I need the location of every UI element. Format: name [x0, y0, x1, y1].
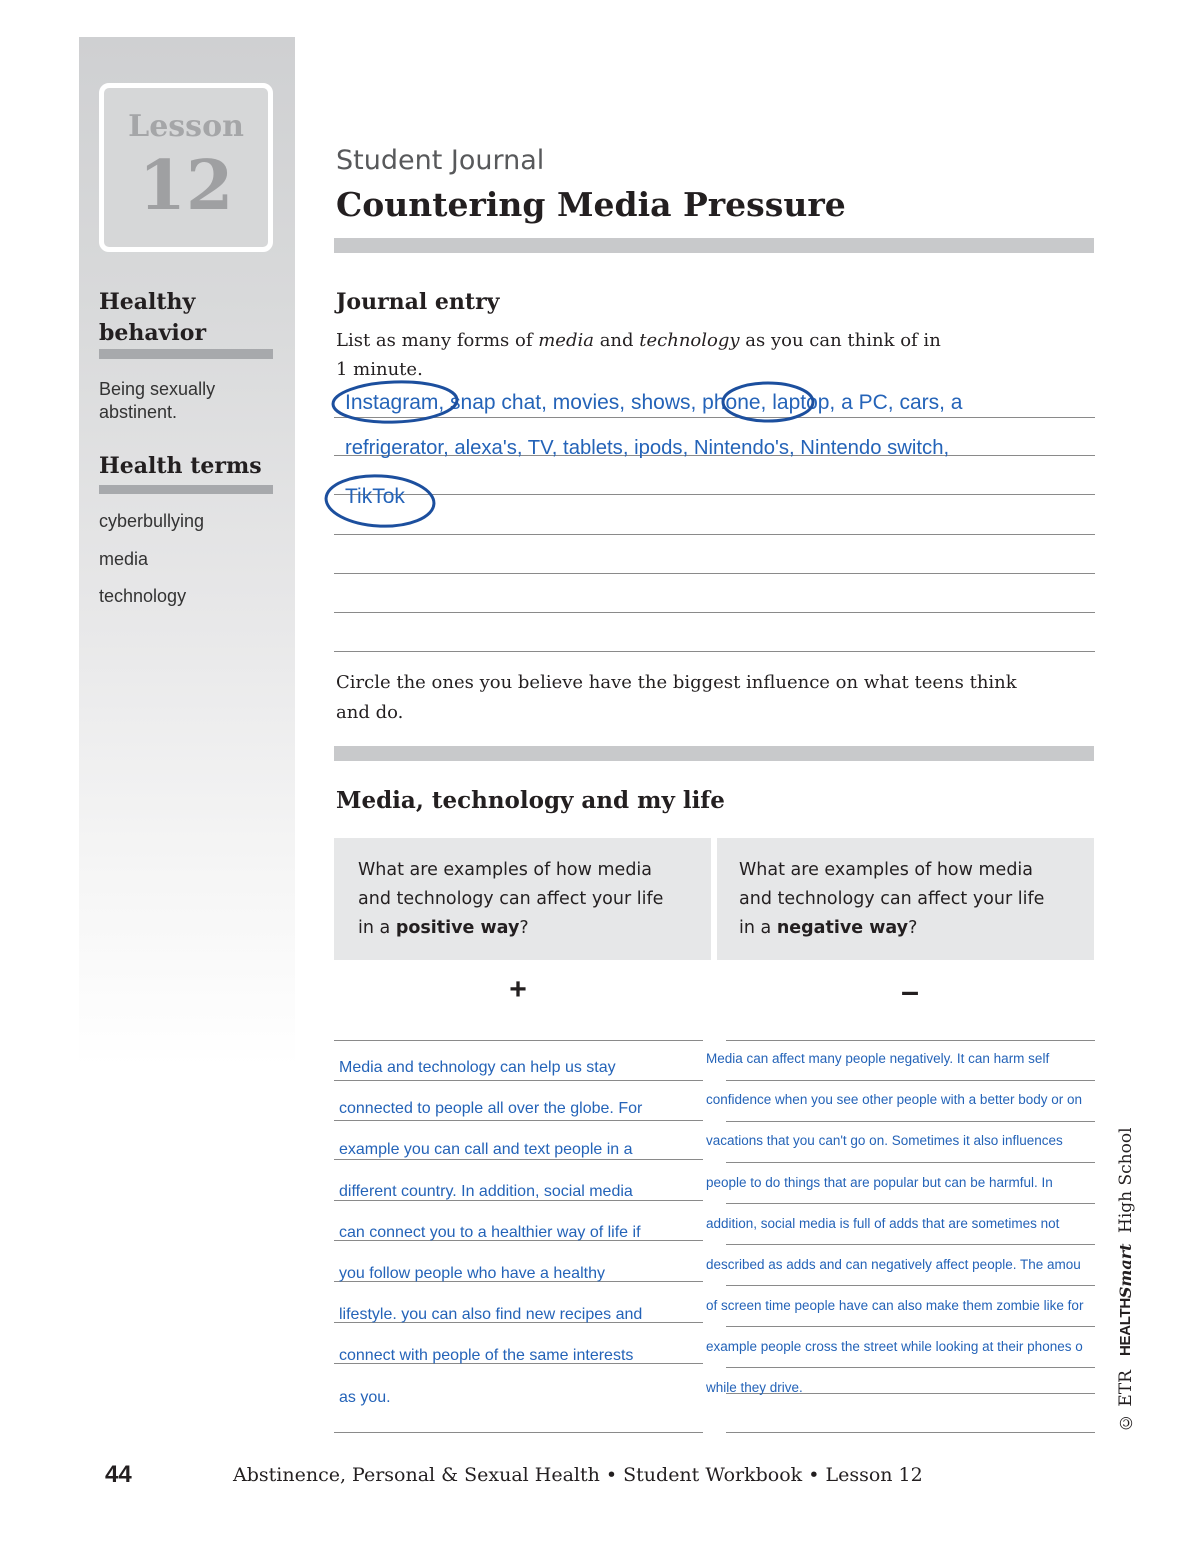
negative-question: [739, 856, 1044, 943]
circle-marks: [318, 372, 828, 534]
health-terms-list: [99, 503, 204, 616]
prompt-term-technology: technology: [639, 330, 740, 351]
health-term: media: [99, 548, 149, 569]
negative-answer-line: described as adds and can negatively affect people. The amou: [706, 1257, 1081, 1272]
question-line: What are examples of how media: [358, 860, 653, 880]
media-life-heading: Media, technology and my life: [336, 787, 725, 814]
negative-answer-line: example people cross the street while looking at their phones o: [706, 1339, 1083, 1354]
journal-followup-line1: Circle the ones you believe have the biggest influence on what teens think: [336, 672, 1017, 693]
sidebar-divider: [99, 485, 273, 494]
negative-answer-line: Media can affect many people negatively. It can harm self: [706, 1051, 1050, 1066]
healthy-behavior-heading-line1: Healthy: [99, 289, 196, 315]
question-line: What are examples of how media: [739, 860, 1034, 880]
writing-line: [334, 1432, 703, 1433]
healthy-behavior-heading-line2: behavior: [99, 320, 207, 346]
brand-school-level: High School: [1116, 1127, 1136, 1234]
positive-answer-line: can connect you to a healthier way of life if: [339, 1224, 641, 1241]
positive-answer-line: you follow people who have a healthy: [339, 1265, 605, 1282]
prompt-text: as you can think of in: [739, 330, 941, 351]
question-line: [358, 914, 663, 943]
negative-answer-line: while they drive.: [706, 1380, 803, 1395]
healthy-behavior-text: Being sexually abstinent.: [99, 379, 216, 422]
negative-answer-line: people to do things that are popular but can be harmful. In: [706, 1175, 1053, 1190]
positive-answer-line: as you.: [339, 1389, 391, 1406]
prompt-text: and: [593, 330, 640, 351]
writing-line: [334, 534, 1095, 535]
vertical-credit: [1113, 1098, 1139, 1432]
negative-answer-line: addition, social media is full of adds that are sometimes not: [706, 1216, 1060, 1231]
journal-answer-line: refrigerator, alexa's, TV, tablets, ipods, Nintendo's, Nintendo switch,: [345, 437, 950, 459]
writing-line: [334, 573, 1095, 574]
brand-logo-smart: Smart: [1116, 1243, 1135, 1299]
journal-followup: [336, 668, 1017, 728]
writing-line: [334, 1120, 703, 1121]
journal-answer-line: TikTok: [345, 485, 405, 508]
health-term: technology: [99, 586, 187, 606]
healthy-behavior-heading: [99, 287, 206, 349]
writing-line: [726, 1367, 1095, 1368]
positive-answer-line: lifestyle. you can also find new recipes and: [339, 1306, 643, 1323]
copyright-text: © ETR: [1116, 1370, 1136, 1432]
question-emphasis: negative way: [776, 918, 909, 938]
writing-line: [726, 1432, 1095, 1433]
question-text: ?: [908, 918, 918, 938]
positive-answer-line: connect with people of the same interests: [339, 1347, 634, 1364]
writing-line: [334, 1080, 703, 1081]
question-line: and technology can affect your life: [358, 889, 664, 909]
writing-line: [726, 1244, 1095, 1245]
section-bar: [334, 746, 1094, 761]
writing-line: [334, 612, 1095, 613]
question-text: in a: [739, 918, 777, 938]
positive-answer-line: Media and technology can help us stay: [339, 1059, 616, 1076]
lesson-number: 12: [138, 146, 234, 226]
journal-answer-line: Instagram, snap chat, movies, shows, phone, laptop, a PC, cars, a: [345, 391, 963, 414]
writing-line: [726, 1040, 1095, 1041]
circle-mark-tiktok: [325, 473, 435, 529]
negative-answer-line: vacations that you can't go on. Sometimes it also influences: [706, 1133, 1063, 1148]
question-text: ?: [519, 918, 529, 938]
journal-prompt-line2: 1 minute.: [336, 359, 423, 380]
writing-line: [726, 1080, 1095, 1081]
section-bar: [334, 238, 1094, 253]
negative-answer-line: confidence when you see other people with a better body or on: [706, 1092, 1083, 1107]
positive-question: [358, 856, 663, 943]
journal-followup-line2: and do.: [336, 702, 404, 723]
prompt-text: List as many forms of: [336, 330, 539, 351]
circle-mark-instagram: [332, 380, 457, 424]
circle-mark-phone: [723, 383, 813, 421]
page-number: 44: [105, 1461, 132, 1488]
question-text: in a: [358, 918, 396, 938]
lesson-label: Lesson: [128, 109, 244, 144]
plus-symbol: +: [509, 973, 527, 1006]
writing-line: [726, 1285, 1095, 1286]
health-terms-heading: Health terms: [99, 453, 262, 479]
page-title: Countering Media Pressure: [336, 185, 846, 224]
brand-logo-health: HEALTH: [1117, 1298, 1134, 1357]
question-emphasis: positive way: [395, 918, 520, 938]
journal-prompt-line1: [336, 326, 941, 355]
question-line: and technology can affect your life: [739, 889, 1045, 909]
minus-symbol: –: [901, 973, 919, 1009]
writing-line: [726, 1162, 1095, 1163]
writing-line: [726, 1121, 1095, 1122]
prompt-term-media: media: [538, 330, 594, 351]
sidebar-divider: [99, 349, 273, 359]
question-line: [739, 914, 1044, 943]
negative-answer-line: of screen time people have can also make them zombie like for: [706, 1298, 1084, 1313]
writing-line: [726, 1326, 1095, 1327]
health-term: cyberbullying: [99, 511, 205, 531]
writing-line: [334, 651, 1095, 652]
page-subtitle: Student Journal: [336, 145, 545, 176]
footer-title: Abstinence, Personal & Sexual Health • Student Workbook • Lesson 12: [233, 1464, 923, 1486]
journal-heading: Journal entry: [336, 289, 500, 315]
positive-answer-line: example you can call and text people in a: [339, 1141, 633, 1158]
writing-line: [726, 1203, 1095, 1204]
writing-line: [334, 1040, 703, 1041]
writing-line: [334, 1159, 703, 1160]
positive-answer-line: connected to people all over the globe. For: [339, 1100, 643, 1117]
positive-answer-line: different country. In addition, social media: [339, 1183, 633, 1200]
